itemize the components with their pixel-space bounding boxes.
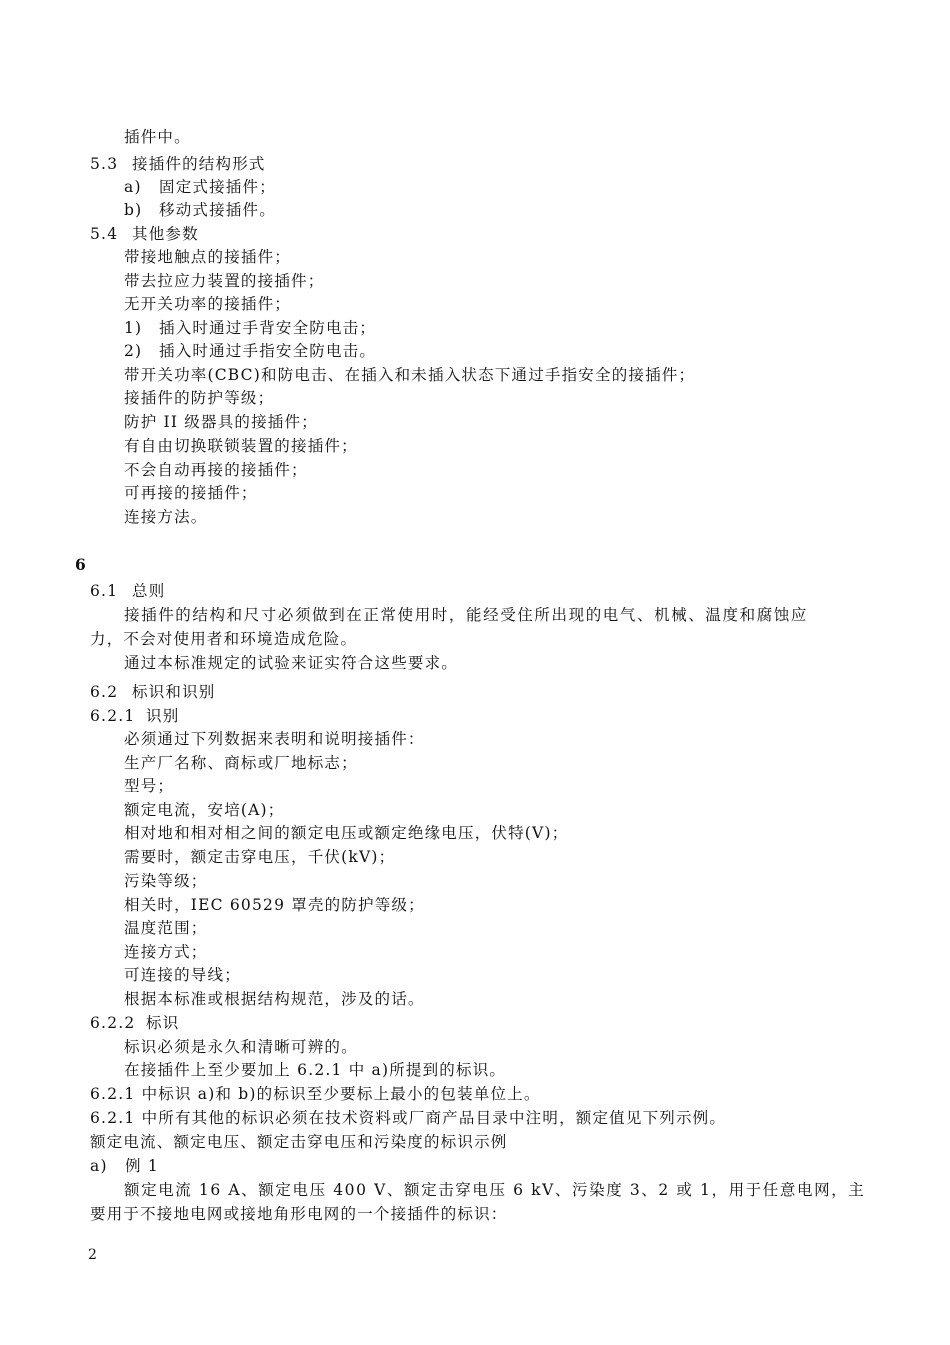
text-line: 标识必须是永久和清晰可辨的。 xyxy=(124,1038,358,1056)
text-line: 接插件的防护等级； xyxy=(124,389,275,407)
text-line: 必须通过下列数据来表明和说明接插件： xyxy=(124,730,425,748)
paragraph-line: 通过本标准规定的试验来证实符合这些要求。 xyxy=(124,654,459,672)
chapter-heading-6: 6 xyxy=(75,555,87,574)
text-line: 可再接的接插件； xyxy=(124,484,258,502)
text-line: 无开关功率的接插件； xyxy=(124,295,292,313)
text-line: 额定电流，安培(A)； xyxy=(124,801,285,819)
section-heading-6-2-1: 6.2.1 识别 xyxy=(90,707,180,725)
text-line: 根据本标准或根据结构规范，涉及的话。 xyxy=(124,990,425,1008)
text-line: 在接插件上至少要加上 6.2.1 中 a)所提到的标识。 xyxy=(124,1061,507,1079)
paragraph-line: 接插件的结构和尺寸必须做到在正常使用时，能经受住所出现的电气、机械、温度和腐蚀应 xyxy=(124,606,809,624)
text-line: 带去拉应力装置的接插件； xyxy=(124,272,325,290)
text-line: 额定电流、额定电压、额定击穿电压和污染度的标识示例 xyxy=(90,1133,508,1151)
text-line: 温度范围； xyxy=(124,919,208,937)
section-heading-6-2-2: 6.2.2 标识 xyxy=(90,1014,180,1032)
text-line: 不会自动再接的接插件； xyxy=(124,461,308,479)
section-heading-5-4: 5.4 其他参数 xyxy=(90,225,199,243)
list-item: 2) 插入时通过手指安全防电击。 xyxy=(124,342,377,360)
text-line: 连接方式； xyxy=(124,943,208,961)
paragraph-line: 要用于不接地电网或接地角形电网的一个接插件的标识： xyxy=(90,1205,508,1223)
list-item: b) 移动式接插件。 xyxy=(124,201,276,219)
text-line: 6.2.1 中所有其他的标识必须在技术资料或厂商产品目录中注明，额定值见下列示例。 xyxy=(90,1109,727,1127)
text-line: 带开关功率(CBC)和防电击、在插入和未插入状态下通过手指安全的接插件； xyxy=(124,366,696,384)
text-line: 带接地触点的接插件； xyxy=(124,248,292,266)
text-line: 插件中。 xyxy=(124,128,191,146)
text-line: 相对地和相对相之间的额定电压或额定绝缘电压，伏特(V)； xyxy=(124,824,569,842)
text-line: 防护 II 级器具的接插件； xyxy=(124,413,318,431)
text-line: 需要时，额定击穿电压，千伏(kV)； xyxy=(124,848,396,866)
text-line: 6.2.1 中标识 a)和 b)的标识至少要标上最小的包装单位上。 xyxy=(90,1085,541,1103)
text-line: 生产厂名称、商标或厂地标志； xyxy=(124,754,358,772)
paragraph-line: 额定电流 16 A、额定电压 400 V、额定击穿电压 6 kV、污染度 3、2 或 1，用于任意电网，主 xyxy=(124,1181,866,1199)
text-line: 可连接的导线； xyxy=(124,966,241,984)
list-item: a) 固定式接插件； xyxy=(124,178,276,196)
section-heading-6-2: 6.2 标识和识别 xyxy=(90,683,216,701)
text-line: 型号； xyxy=(124,777,175,795)
text-line: 污染等级； xyxy=(124,872,208,890)
section-heading-6-1: 6.1 总则 xyxy=(90,582,166,600)
list-item: 1) 插入时通过手背安全防电击； xyxy=(124,319,377,337)
section-heading-5-3: 5.3 接插件的结构形式 xyxy=(90,155,266,173)
text-line: 相关时，IEC 60529 罩壳的防护等级； xyxy=(124,896,425,914)
page-number: 2 xyxy=(88,1247,97,1263)
list-item: a) 例 1 xyxy=(90,1157,159,1175)
paragraph-line: 力，不会对使用者和环境造成危险。 xyxy=(90,630,358,648)
text-line: 连接方法。 xyxy=(124,508,208,526)
text-line: 有自由切换联锁装置的接插件； xyxy=(124,437,358,455)
